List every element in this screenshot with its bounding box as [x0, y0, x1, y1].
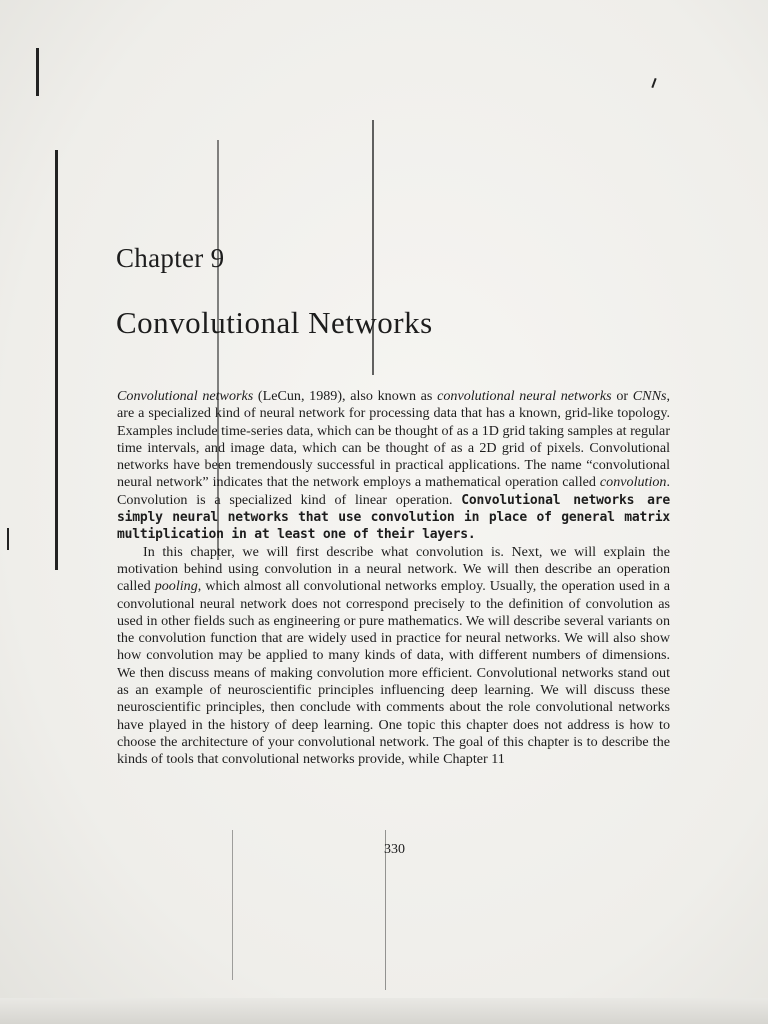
chapter-body-text: [117, 388, 670, 769]
scan-artifact-fold-line-4: [232, 830, 233, 980]
scan-artifact-corner-mark: [651, 78, 656, 88]
key-definition: Convolutional networks are simply neural networks that use convolution in place of general matrix multiplication in at least one of their layers.: [117, 492, 670, 543]
chapter-title: Convolutional Networks: [116, 305, 433, 340]
term-cnn-full: convolutional neural networks: [437, 388, 612, 404]
chapter-label: Chapter 9: [116, 243, 225, 273]
page-number: 330: [384, 842, 405, 857]
text-segment: , are a specialized kind of neural network for processing data that has a known, grid-like topology. Examples include time-series data, which can be thought of as a 1D grid taking samples at regular time intervals, and image data, which can be thought of as a 2D grid of pixels. Convolutional networks have been tremendously successful in practical applications. The name “convolutional neural network” indicates that the network employs a mathematical operation called: [117, 388, 671, 491]
term-convolutional-networks: Convolutional networks: [117, 388, 254, 404]
text-segment: (LeCun, 1989), also known as: [253, 388, 438, 404]
text-segment: In this chapter, we will first describe what convolution is. Next, we will explain the motivation behind using convolution in a neural network. We will then describe an operation called: [117, 543, 670, 595]
term-pooling: pooling: [154, 578, 198, 595]
text-segment: , which almost all convolutional networks employ. Usually, the operation used in a convolutional neural network does not correspond precisely to the definition of convolution as used in other fields such as engineering or pure mathematics. We will describe several variants on the convolution function that are widely used in practice for neural networks. We will also show how convolution may be applied to many kinds of data, with different numbers of dimensions. We then discuss means of making convolution more efficient. Convolutional networks stand out as an example of neuroscientific principles influencing deep learning. We will discuss these neuroscientific principles, then conclude with comments about the role convolutional networks have played in the history of deep learning. One topic this chapter does not address is how to choose the architecture of your convolutional network. The goal of this chapter is to describe the kinds of tools that convolutional networks provide, while Chapter 11: [117, 578, 670, 768]
scan-artifact-left-bar-top: [36, 48, 39, 96]
overview-paragraph: [117, 544, 670, 769]
scan-artifact-left-bar: [55, 150, 58, 570]
text-segment: or: [611, 388, 633, 404]
page-bottom-shadow: [0, 998, 768, 1024]
term-convolution: convolution: [599, 474, 667, 491]
scan-artifact-left-tick: [7, 528, 9, 550]
intro-paragraph: [117, 388, 670, 544]
text-segment: . Convolution is a specialized kind of linear operation.: [117, 474, 670, 508]
term-cnns: CNNs: [632, 388, 667, 404]
